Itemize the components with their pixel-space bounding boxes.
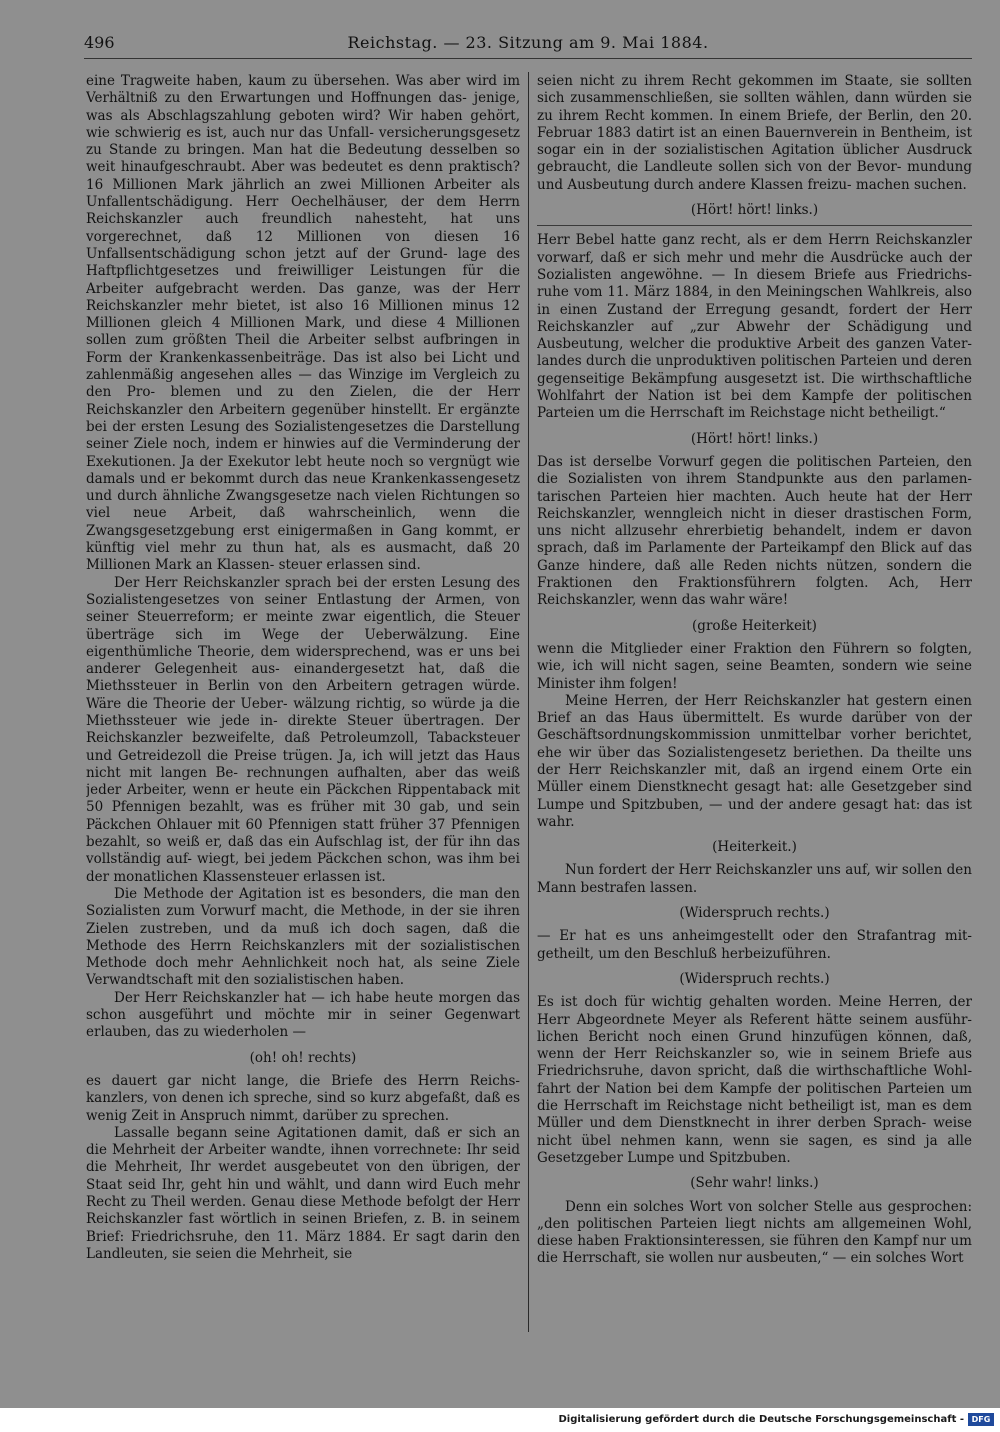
- left-column: [86, 73, 520, 1335]
- paragraph: Herr Bebel hatte ganz recht, als er dem Herrn Reichskanzler vorwarf, daß er sich mehr und mehr die Ausdrücke auch der Sozialisten angewöhne. — In diesem Briefe aus Friedrichs- ruhe vom 11. März 1884, in den Meiningschen Wahlkreis, also in einen Zustand der Erregung gesandt, fordert der Herr Reichskanzler auf „zur Abwehr der Schädigung und Ausbeutung, welcher die produktive Arbeit des ganzen Vater- landes durch die unproduktiven politischen Parteien und deren gegenseitige Bekämpfung ausgesetzt ist. Die wirthschaftliche Wohlfahrt der Nation ist bei dem Kampfe der politischen Parteien um die Herrschaft im Reichstage nicht betheiligt.“: [537, 232, 972, 422]
- section-rule: [537, 225, 972, 226]
- right-column: [537, 73, 972, 1335]
- interjection: (Widerspruch rechts.): [679, 905, 830, 922]
- footer-bar: [0, 1408, 1000, 1432]
- paragraph: Lassalle begann seine Agitationen damit, daß er sich an die Mehrheit der Arbeiter wandte, ihnen vorrechnete: Ihr seid die Mehrheit, Ihr werdet ausgebeutet von den übrigen, der Staat seid Ihr, geht hin und wählt, und dann wird Euch mehr Recht zu Theil werden. Genau diese Methode befolgt der Herr Reichskanzler fast wörtlich in seinen Briefen, z. B. in seinem Brief: Friedrichsruhe, den 11. März 1884. Er sagt darin den Landleuten, sie seien die Mehrheit, sie: [86, 1124, 520, 1262]
- paragraph: Meine Herren, der Herr Reichskanzler hat gestern einen Brief an das Haus übermittelt. Es wurde darüber von der Geschäftsordnungskommission unmittelbar vorher berichtet, ehe wir über das Sozialistengesetz beriethen. Da theilte uns der Herr Reichskanzler mit, daß an irgend einem Orte ein Müller einem Dienstknecht gesagt hat: alle Gesetzgeber sind Lumpe und Spitzbuben, — und der andere gesagt hat: das ist wahr.: [537, 692, 972, 830]
- paragraph: wenn die Mitglieder einer Fraktion den Führern so folgten, wie, ich will nicht sagen, seine Beamten, sondern wie seine Minister ihm folgen!: [537, 640, 972, 692]
- paragraph: eine Tragweite haben, kaum zu übersehen. Was aber wird im Verhältniß zu den Erwartungen und Hoffnungen das- jenige, was als Abschlagszahlung geboten wird? Wir haben gehört, wie schwierig es ist, auch nur das Unfall- versicherungsgesetz zu Stande zu bringen. Man hat die Bedeutung desselben so weit hinaufgeschraubt. Aber was bedeutet es denn praktisch? 16 Millionen Mark jährlich an zwei Millionen Arbeiter als Unfallentschädigung. Herr Oechelhäuser, der dem Herrn Reichskanzler auch freundlich nahesteht, hat uns vorgerechnet, daß 12 Millionen von diesen 16 Unfallsentschädigung schon jetzt auf der Grund- lage des Haftpflichtgesetzes und freiwilliger Leistungen für die Arbeiter aufgebracht werden. Das ganze, was der Herr Reichskanzler mehr bietet, ist also 16 Millionen minus 12 Millionen gleich 4 Millionen Mark, und diese 4 Millionen sollen zum größten Theil die Arbeiter selbst aufbringen in Form der Krankenkassenbeiträge. Das ist also bei Licht und zahlenmäßig angesehen alles — das Winzige im Vergleich zu den Pro- blemen und zu den Zielen, die der Herr Reichskanzler den Arbeitern gegenüber hinstellt. Er ergänzte bei der ersten Lesung des Sozialistengesetzes die Darstellung seiner Ziele noch, indem er hinwies auf die Verminderung der Exekutionen. Ja der Exekutor lebt heute noch so vergnügt wie damals und er bekommt durch das neue Krankenkassengesetz und durch ähnliche Zwangsgesetze nach vielen Richtungen so viel neue Arbeit, daß wahrscheinlich, wenn die Zwangsgesetzgebung erst einigermaßen in Gang kommt, er künftig viel mehr zu thun hat, als es ausmacht, daß 20 Millionen Mark an Klassen- steuer erlassen sind.: [86, 73, 520, 574]
- interjection: (oh! oh! rechts): [249, 1049, 357, 1066]
- paragraph: Nun fordert der Herr Reichskanzler uns auf, wir sollen den Mann bestrafen lassen.: [537, 862, 972, 896]
- paragraph: Denn ein solches Wort von solcher Stelle aus gesprochen: „den politischen Parteien liegt nichts am allgemeinen Wohl, diese haben Fraktionsinteressen, sie führen den Kampf nur um die Herrschaft, sie wollen nur ausbeuten,“ — ein solches Wort: [537, 1198, 972, 1267]
- page-number: 496: [84, 33, 115, 52]
- funding-notice: Digitalisierung gefördert durch die Deutsche Forschungsgemeinschaft -: [558, 1414, 964, 1425]
- paragraph: Das ist derselbe Vorwurf gegen die politischen Parteien, den die Sozialisten von ihrem Standpunkte aus den parlamen- tarischen Parteien hier machten. Auch heute hat der Herr Reichskanzler, wenngleich nicht in dieser drastischen Form, uns nicht allzusehr ehrerbietig behandelt, indem er davon sprach, daß im Parlamente der Parteikampf den Blick auf das Ganze hindere, daß alle Reden nichts nützen, sondern die Fraktionen den Fraktionsführern folgten. Ach, Herr Reichskanzler, wenn das wahr wäre!: [537, 453, 972, 609]
- interjection: (Hört! hört! links.): [690, 202, 819, 219]
- paragraph: Der Herr Reichskanzler hat — ich habe heute morgen das schon ausgeführt und möchte mir in seiner Gegenwart erlauben, das zu wiederholen —: [86, 989, 520, 1041]
- interjection: (Widerspruch rechts.): [679, 970, 830, 987]
- interjection: (Sehr wahr! links.): [690, 1175, 819, 1192]
- running-title: Reichstag. — 23. Sitzung am 9. Mai 1884.: [347, 33, 709, 52]
- paragraph: — Er hat es uns anheimgestellt oder den Strafantrag mit- getheilt, um den Beschluß herbeizuführen.: [537, 928, 972, 962]
- paragraph: Der Herr Reichskanzler sprach bei der ersten Lesung des Sozialistengesetzes von seiner Entlastung der Armen, von seiner Steuerreform; er meinte zwar eigentlich, die Steuer überträge sich im Wege der Ueberwälzung. Eine eigenthümliche Theorie, dem widersprechend, was er uns bei anderer Gelegenheit aus- einandergesetzt hat, daß die Miethssteuer in Berlin von den Arbeitern getragen würde. Wäre die Theorie der Ueber- wälzung richtig, so würde ja die Miethssteuer wie jede in- direkte Steuer übertragen. Der Reichskanzler bezweifelte, daß Petroleumzoll, Tabacksteuer und Getreidezoll die Preise trügen. Ja, ich will jetzt das Haus nicht mit langen Be- rechnungen aufhalten, aber das weiß jeder Arbeiter, wenn er heute ein Päckchen Rippentaback mit 50 Pfennigen bezahlt, was es früher mit 30 gab, und sein Päckchen Ohlauer mit 60 Pfennigen statt früher 37 Pfennigen bezahlt, so weiß er, daß das ein Aufschlag ist, der für ihn das vollständig auf- wiegt, bei jedem Päckchen schon, was ihm bei der monatlichen Klassensteuer erlassen ist.: [86, 574, 520, 885]
- interjection: (Hört! hört! links.): [690, 430, 819, 447]
- column-divider: [528, 72, 529, 1332]
- paragraph: Es ist doch für wichtig gehalten worden. Meine Herren, der Herr Abgeordnete Meyer als Referent hätte seinem ausführ- lichen Bericht noch einen Grund hinzufügen können, daß, wenn der Herr Reichskanzler so, wie in seinem Briefe aus Friedrichsruhe, davon spricht, daß die wirthschaftliche Wohl- fahrt der Nation bei dem Kampfe der politischen Parteien um die Herrschaft im Reichstage nicht betheiligt ist, man es dem Müller und dem Dienstknecht in ihrer derben Sprach- weise nicht übel nehmen kann, wenn sie sagen, es sind ja alle Gesetzgeber Lumpe und Spitzbuben.: [537, 994, 972, 1166]
- paragraph: Die Methode der Agitation ist es besonders, die man den Sozialisten zum Vorwurf macht, die Methode, in der sie ihren Zielen zustreben, und da muß ich doch sagen, daß die Methode des Herrn Reichskanzlers mit der sozialistischen Methode doch mehr Aehnlichkeit noch hat, als seine Ziele Verwandtschaft mit den sozialistischen haben.: [86, 885, 520, 989]
- header-rule: [84, 58, 972, 59]
- interjection: (große Heiterkeit): [692, 617, 817, 634]
- dfg-logo: DFG: [968, 1413, 994, 1426]
- paragraph: seien nicht zu ihrem Recht gekommen im Staate, sie sollten sich zusammenschließen, sie sollten wählen, dann würden sie zu ihrem Recht kommen. In einem Briefe, der Berlin, den 20. Februar 1883 datirt ist an einen Bauernverein in Bentheim, ist sogar ein in der sozialistischen Agitation üblicher Ausdruck gebraucht, die Landleute sollen sich von der Bevor- mundung und Ausbeutung durch andere Klassen freizu- machen suchen.: [537, 73, 972, 193]
- paragraph: es dauert gar nicht lange, die Briefe des Herrn Reichs- kanzlers, von denen ich spreche, sind so kurz abgefaßt, daß es wenig Zeit in Anspruch nimmt, darüber zu sprechen.: [86, 1072, 520, 1124]
- page-header: [84, 32, 972, 56]
- interjection: (Heiterkeit.): [712, 839, 797, 856]
